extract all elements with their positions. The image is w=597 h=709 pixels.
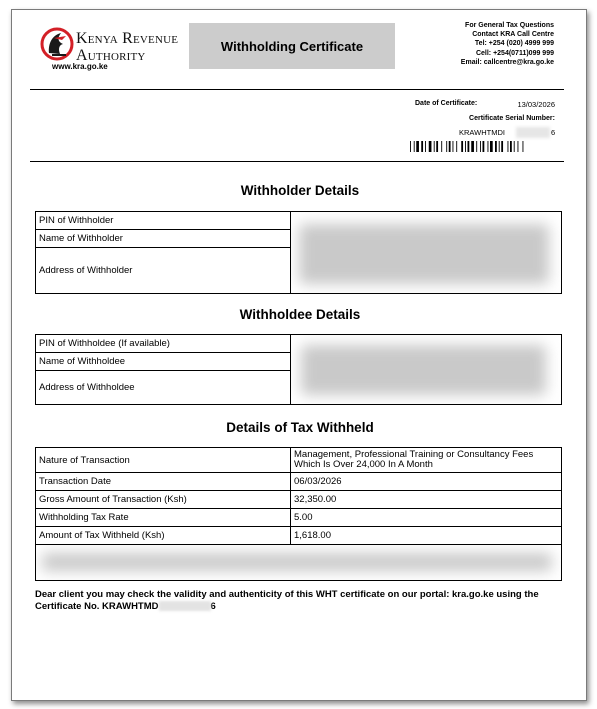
barcode-bar (414, 141, 415, 152)
nature-value: Management, Professional Training or Consultancy Fees Which Is Over 24,000 In A Month (291, 448, 562, 473)
tax-withheld-value: 1,618.00 (291, 527, 562, 545)
barcode-bar (514, 141, 515, 152)
contact-line: Tel: +254 (020) 4999 999 (474, 40, 554, 48)
date-value: 13/03/2026 (517, 100, 555, 109)
table-row (36, 448, 562, 473)
certificate-no-suffix: 6 (210, 600, 216, 612)
certificate-page (11, 9, 587, 701)
contact-line: Cell: +254(0711)099 999 (475, 49, 554, 57)
withholder-heading: Withholder Details (240, 183, 360, 198)
table-row (36, 491, 562, 509)
barcode-bar (468, 141, 470, 152)
certificate-title: Withholding Certificate (189, 23, 395, 69)
barcode (410, 141, 553, 152)
barcode-bar (499, 141, 500, 152)
barcode-bar (421, 141, 423, 152)
barcode-bar (523, 141, 524, 152)
barcode-bar (488, 141, 489, 152)
validity-text: Dear client you may check the validity and authenticity of this WHT certificate on our portal: kra.go.ke using the Certificate No. KRAWHTMD (35, 589, 539, 612)
org-name-line2: Authority (76, 47, 146, 64)
table-row (36, 527, 562, 545)
barcode-bar (508, 141, 509, 152)
serial-prefix: KRAWHTMDI (459, 128, 505, 137)
withholdee-address-label: Address of Withholdee (36, 371, 291, 405)
barcode-bar (436, 141, 438, 152)
barcode-bar (490, 141, 493, 152)
tax-withheld-label: Amount of Tax Withheld (Ksh) (36, 527, 291, 545)
barcode-bar (446, 141, 447, 152)
serial-redaction (516, 127, 550, 138)
barcode-bar (429, 141, 432, 152)
barcode-bar (518, 141, 519, 152)
barcode-bar (510, 141, 512, 152)
tax-rate-value: 5.00 (291, 509, 562, 527)
tax-rate-label: Withholding Tax Rate (36, 509, 291, 527)
barcode-bar (441, 141, 442, 152)
tax-table (35, 447, 562, 581)
barcode-bar (425, 141, 426, 152)
amount-in-words-redacted (36, 545, 562, 581)
tax-heading: Details of Tax Withheld (226, 420, 374, 435)
withholder-pin-label: PIN of Withholder (36, 212, 291, 230)
gross-amount-value: 32,350.00 (291, 491, 562, 509)
contact-email[interactable]: Email: callcentre@kra.go.ke (460, 58, 554, 66)
nature-label: Nature of Transaction (36, 448, 291, 473)
barcode-bar (476, 141, 477, 152)
website-link[interactable]: www.kra.go.ke (52, 62, 108, 71)
withholder-redacted (291, 212, 562, 294)
barcode-bar (480, 141, 481, 152)
barcode-bar (456, 141, 457, 152)
barcode-bar (434, 141, 435, 152)
withholdee-redacted (291, 335, 562, 405)
withholdee-pin-label: PIN of Withholdee (If available) (36, 335, 291, 353)
serial-label: Certificate Serial Number: (469, 115, 555, 122)
org-name-line1: Kenya Revenue (76, 30, 179, 47)
barcode-bar (483, 141, 485, 152)
withholdee-name-label: Name of Withholdee (36, 353, 291, 371)
withholder-name-label: Name of Withholder (36, 230, 291, 248)
validity-note (35, 589, 565, 612)
serial-suffix: 6 (551, 128, 556, 137)
transaction-date-label: Transaction Date (36, 473, 291, 491)
table-row (36, 509, 562, 527)
barcode-bar (461, 141, 463, 152)
barcode-bar (501, 141, 503, 152)
meta-divider (30, 161, 564, 162)
barcode-bar (416, 141, 419, 152)
certificate-no-redaction (159, 601, 211, 611)
withholder-address-label: Address of Withholder (36, 248, 291, 294)
table-row (36, 545, 562, 581)
barcode-bar (465, 141, 466, 152)
barcode-bar (410, 141, 411, 152)
withholdee-heading: Withholdee Details (239, 307, 361, 322)
contact-line: Contact KRA Call Centre (472, 31, 554, 39)
gross-amount-label: Gross Amount of Transaction (Ksh) (36, 491, 291, 509)
table-row (36, 473, 562, 491)
kra-lion-icon (40, 26, 74, 62)
certificate-meta (415, 100, 555, 122)
table-row (36, 212, 562, 230)
contact-line: For General Tax Questions (465, 22, 554, 29)
contact-block (461, 21, 554, 67)
withholdee-table (35, 334, 562, 405)
transaction-date-value: 06/03/2026 (291, 473, 562, 491)
kra-logo (40, 24, 190, 84)
barcode-bar (449, 141, 451, 152)
table-row (36, 335, 562, 353)
withholder-table (35, 211, 562, 294)
barcode-bar (471, 141, 474, 152)
date-label: Date of Certificate: (415, 100, 478, 107)
header-divider (30, 89, 564, 90)
barcode-bar (453, 141, 454, 152)
barcode-bar (495, 141, 497, 152)
org-name (76, 31, 178, 64)
